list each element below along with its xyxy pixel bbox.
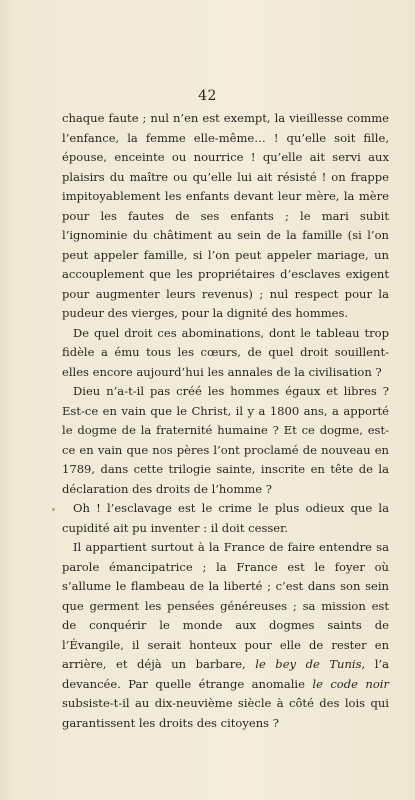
paragraph-3 (62, 382, 389, 499)
paragraph-5 (62, 538, 389, 733)
paragraph-3-text: Dieu n’a-t-il pas créé les hommes égaux et libres ? Est-ce en vain que le Christ, il y a 1800 ans, a apporté le dogme de la fraternité humaine ? Et ce dogme, est-ce en vain que nos pères l’ont proclamé de nouveau en 1789, dans cette trilogie sainte, inscrite en tête de la déclaration des droits de l’homme ? (62, 384, 389, 496)
paragraph-2 (62, 324, 389, 383)
paragraph-5-text-b: , l’a devancée. Par quelle étrange anomalie (62, 657, 389, 691)
paragraph-4 (62, 499, 389, 538)
paragraph-4-text: Oh ! l’esclavage est le crime le plus odieux que la cupidité ait pu inventer : il doit cesser. (62, 501, 389, 535)
ink-spot (52, 508, 55, 511)
paragraph-5-text-a: Il appartient surtout à la France de faire entendre sa parole émancipatrice ; la France est le foyer où s’allume le flambeau de la liberté ; c’est dans son sein que germent les pensées généreuses ; sa mission est de conquérir le monde aux dogmes saints de l’Évangile, il serait honteux pour elle de rester en arrière, et déjà un barbare, (62, 540, 389, 671)
page-number: 42 (198, 88, 217, 104)
paragraph-1 (62, 109, 389, 324)
body-text (62, 109, 389, 733)
paragraph-1-text: chaque faute ; nul n’en est exempt, la vieillesse comme l’enfance, la femme elle-même… ! qu’elle soit fille, épouse, enceinte ou nourrice ! qu’elle ait servi aux plaisirs du maître ou qu’elle lui ait résisté ! on frappe impitoyablement les enfants devant leur mère, la mère pour les fautes de ses enfants ; le mari subit l’ignominie du châtiment au sein de la famille (si l’on peut appeler famille, si l’on peut appeler mariage, un accouplement que les propriétaires d’esclaves exigent pour augmenter leurs revenus) ; nul respect pour la pudeur des vierges, pour la dignité des hommes. (62, 111, 389, 320)
paragraph-5-italic-code: le code noir (312, 676, 389, 691)
paragraph-5-text-c: subsiste-t-il au dix-neuvième siècle à côté des lois qui garantissent les droits des citoyens ? (62, 696, 389, 730)
paragraph-5-italic-bey: le bey de Tunis (255, 657, 362, 671)
paragraph-2-text: De quel droit ces abominations, dont le tableau trop fidèle a ému tous les cœurs, de quel droit souillent-elles encore aujourd’hui les annales de la civilisation ? (62, 325, 389, 379)
